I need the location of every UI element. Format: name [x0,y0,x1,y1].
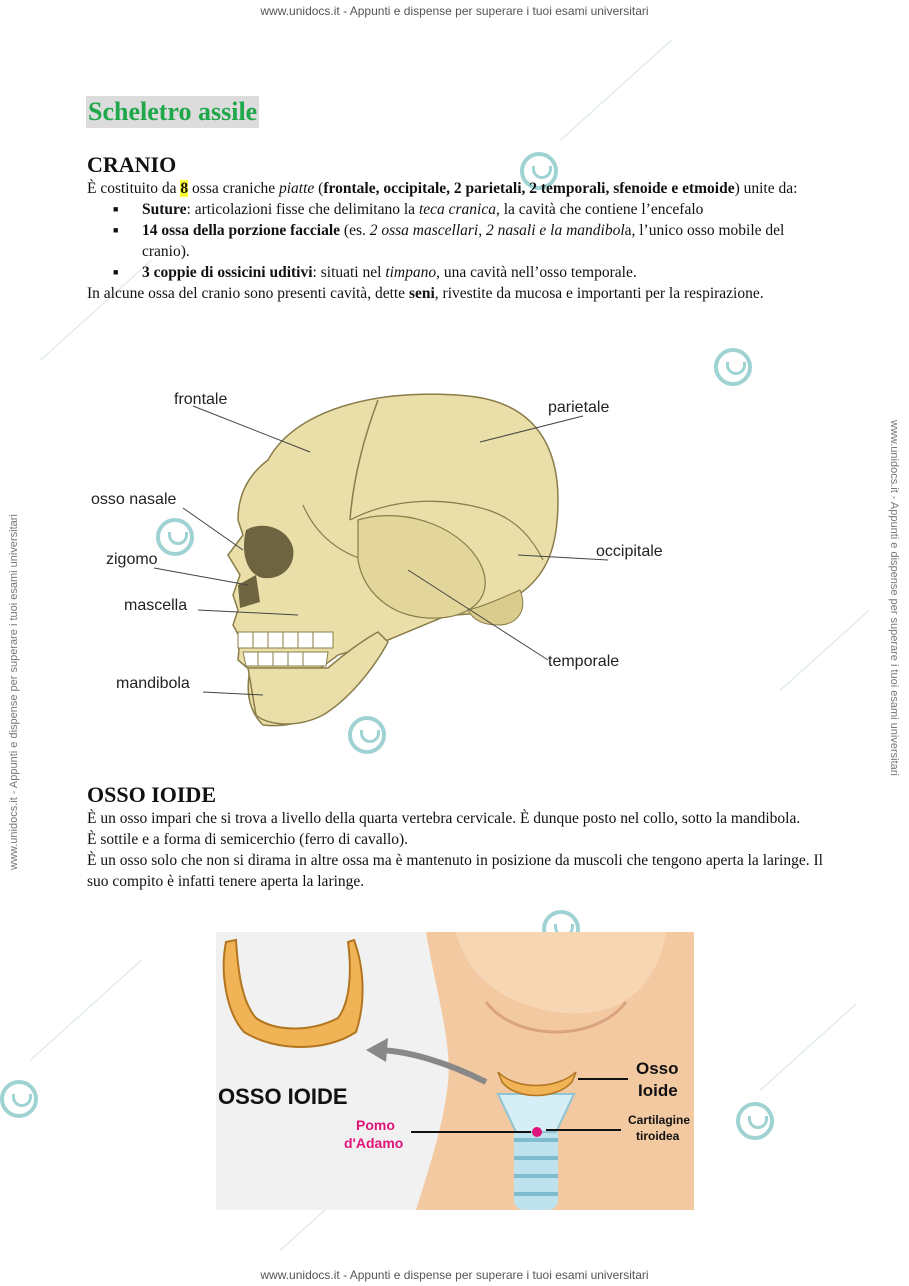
label-adamo: d'Adamo [344,1135,404,1151]
ioide-paragraph-1: È un osso impari che si trova a livello della quarta vertebra cervicale. È dunque posto nel collo, sotto la mandibola. [87,810,801,827]
skull-label: occipitale [596,543,663,560]
bone-count-highlight: 8 [180,180,189,197]
ioide-paragraph-2: È sottile e a forma di semicerchio (ferro di cavallo). [87,831,409,848]
watermark-line [30,960,142,1061]
skull-label: mandibola [116,675,190,692]
skull-label: mascella [124,597,188,614]
skull-illustration [228,394,558,725]
label-pomo: Pomo [356,1117,395,1133]
ioide-heading: OSSO IOIDE [87,782,216,807]
skull-diagram [88,370,708,750]
section-title: Scheletro assile [88,97,258,126]
watermark-logo-icon [0,1080,38,1118]
ioide-text [87,808,823,892]
skull-label: zigomo [106,551,158,568]
skull-label: parietale [548,399,610,416]
watermark-line [560,40,672,141]
skull-label: osso nasale [91,491,177,508]
list-item: ■ 3 coppie di ossicini uditivi: situati nel timpano, una cavità nell’osso temporale. [87,262,823,283]
hyoid-figure-title: OSSO IOIDE [218,1084,348,1109]
label-ioide: Ioide [638,1081,678,1100]
cranio-heading: CRANIO [87,152,177,177]
label-cartilagine: Cartilagine [628,1113,691,1127]
label-tiroidea: tiroidea [636,1129,680,1143]
watermark-footer: www.unidocs.it - Appunti e dispense per superare i tuoi esami universitari [260,1268,649,1282]
hyoid-diagram [216,932,694,1210]
label-osso: Osso [636,1059,679,1078]
adams-apple-dot [532,1127,542,1137]
list-item: ■ Suture: articolazioni fisse che delimitano la teca cranica, la cavità che contiene l’encefalo [87,199,823,220]
ioide-paragraph-3: È un osso solo che non si dirama in altre ossa ma è mantenuto in posizione da muscoli che tengono aperta la laringe. Il suo compito è infatti tenere aperta la laringe. [87,852,823,890]
cranio-intro: È costituito da 8 ossa craniche piatte (frontale, occipitale, 2 parietali, 2 temporali, sfenoide e etmoide) unite da: [87,180,798,197]
seni-paragraph: In alcune ossa del cranio sono presenti cavità, dette seni, rivestite da mucosa e importanti per la respirazione. [87,285,764,302]
watermark-logo-icon [714,348,752,386]
watermark-logo-icon [736,1102,774,1140]
cranio-text [87,178,823,304]
cranio-bullet-list [87,199,823,283]
skull-label: frontale [174,391,228,408]
watermark-line [780,610,870,691]
skull-label: temporale [548,653,620,670]
watermark-line [760,1003,857,1091]
watermark-side-right: www.unidocs.it - Appunti e dispense per superare i tuoi esami universitari [888,420,900,776]
watermark-side-left: www.unidocs.it - Appunti e dispense per superare i tuoi esami universitari [8,514,20,870]
list-item: ■ 14 ossa della porzione facciale (es. 2 ossa mascellari, 2 nasali e la mandibola, l’unico osso mobile del cranio). [87,220,823,262]
watermark-header: www.unidocs.it - Appunti e dispense per superare i tuoi esami universitari [260,4,649,18]
